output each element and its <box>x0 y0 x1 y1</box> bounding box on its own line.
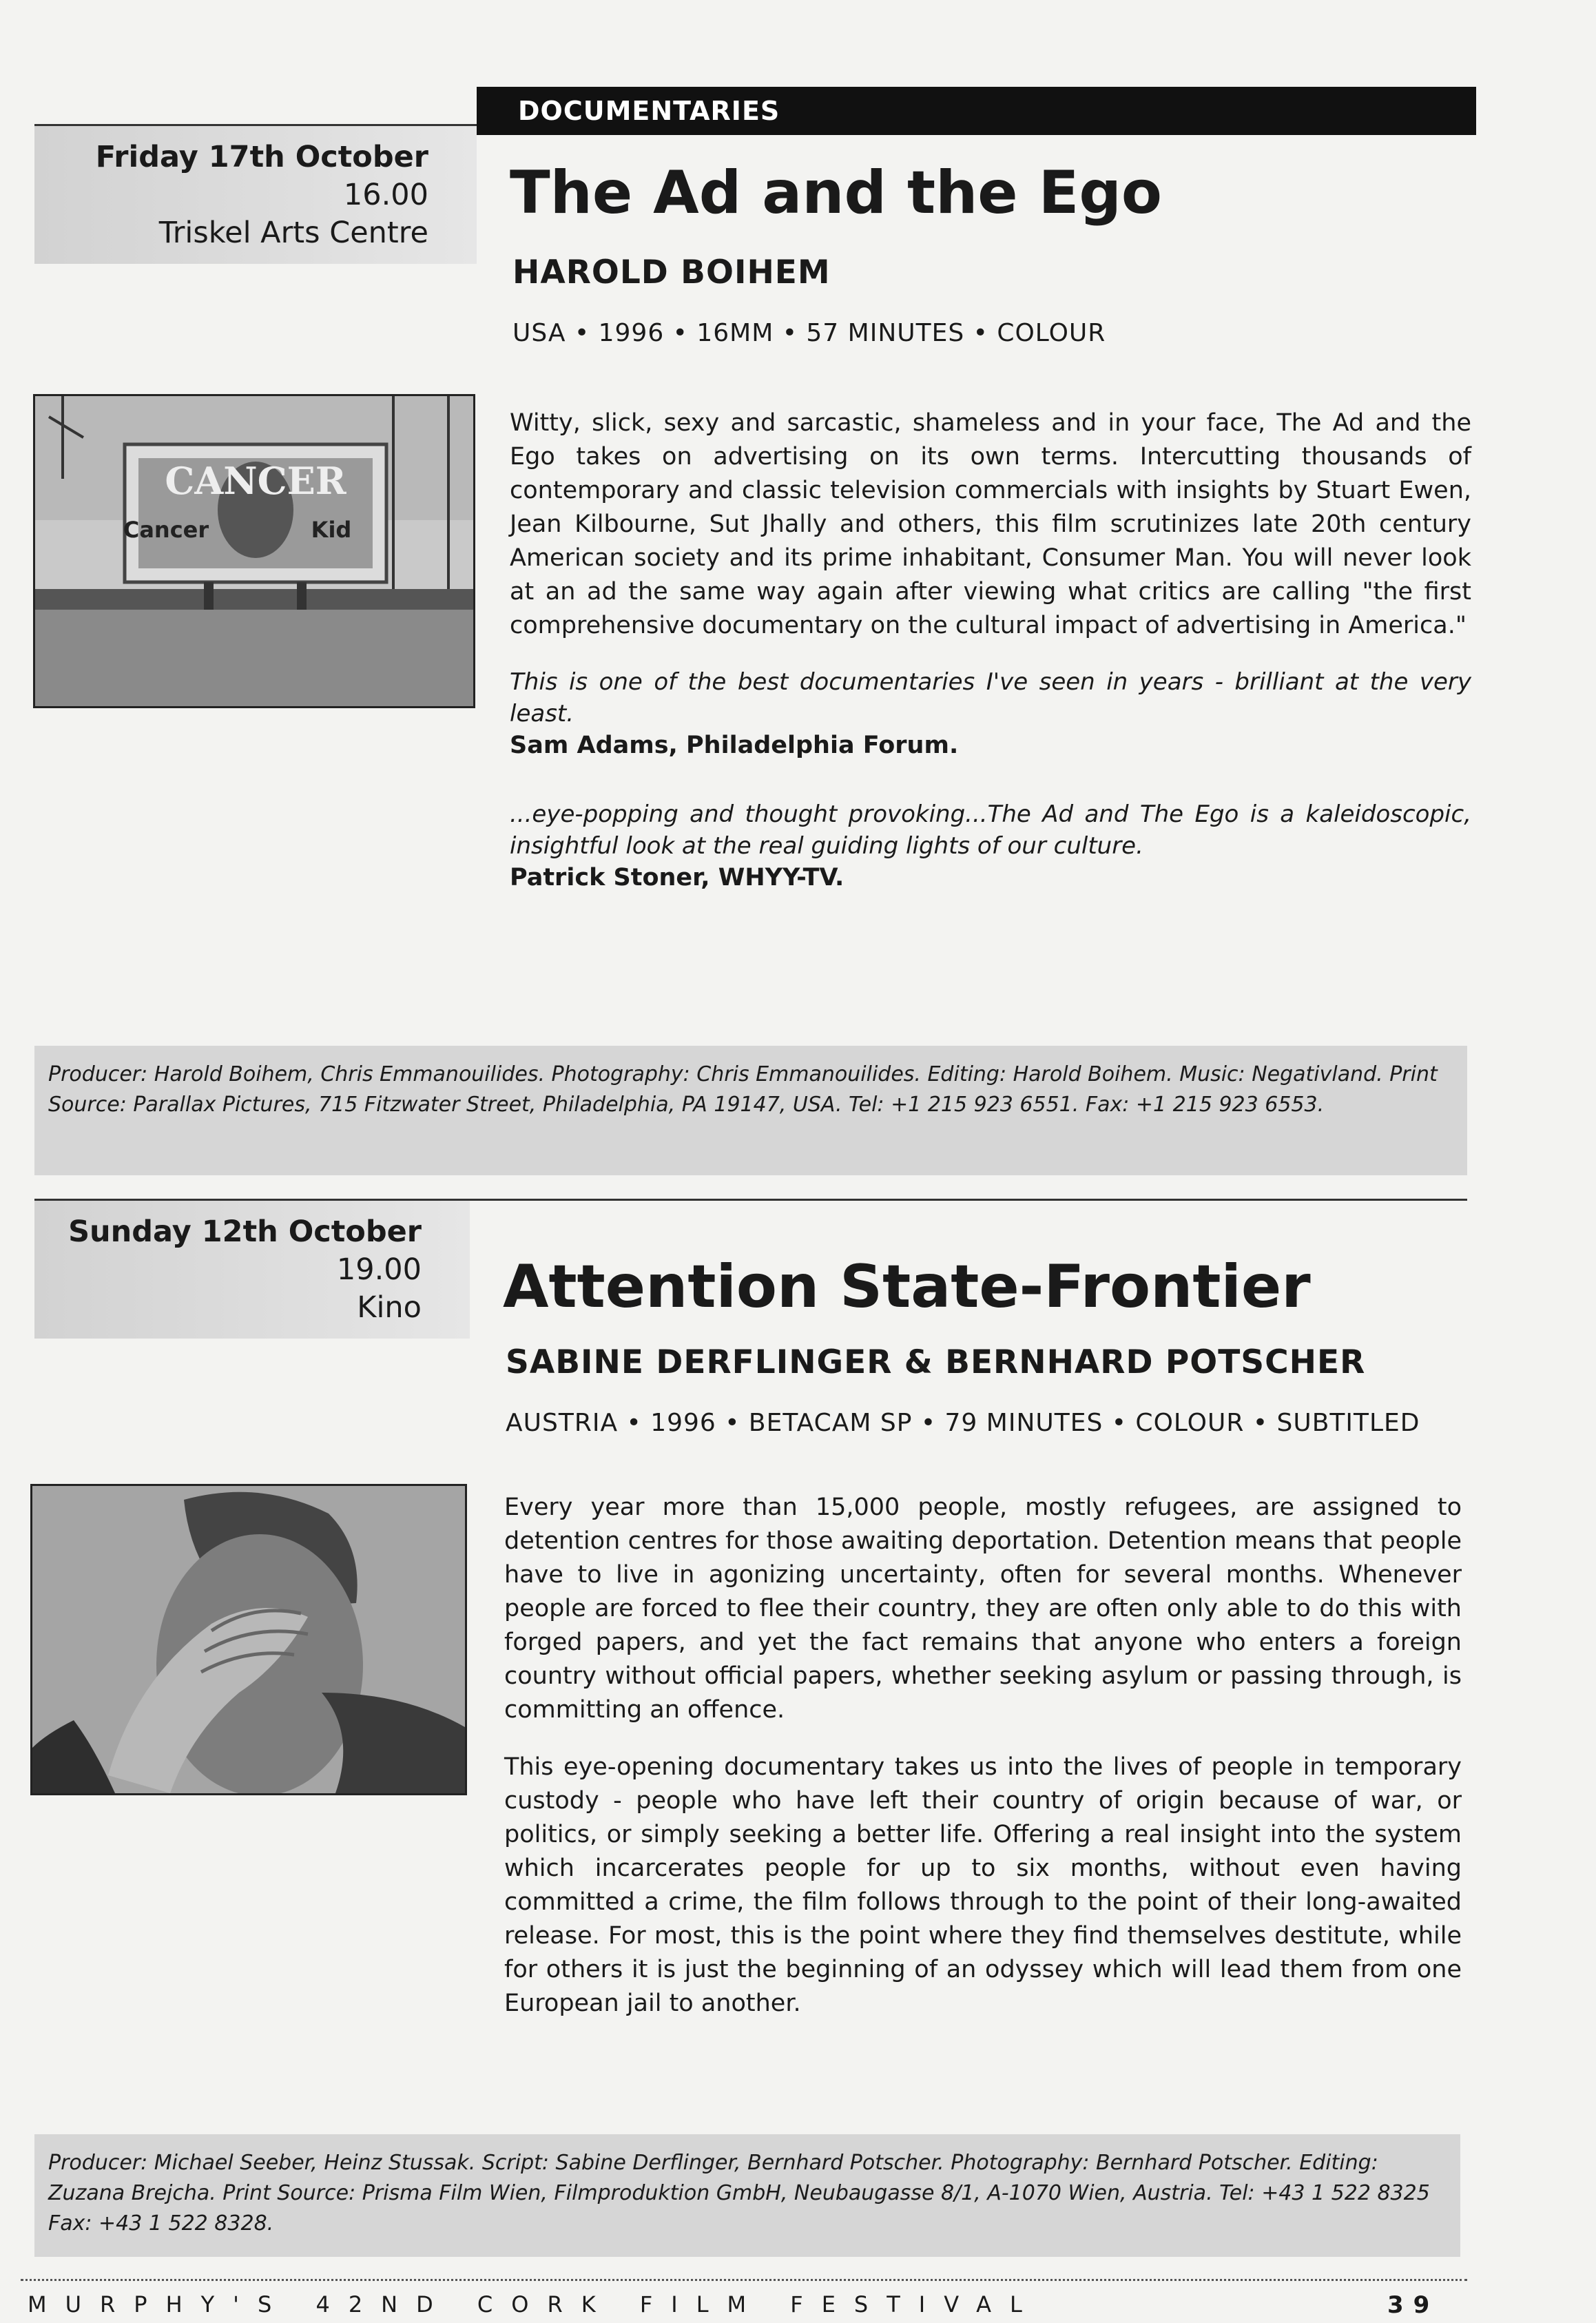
screening-venue: Triskel Arts Centre <box>158 216 428 250</box>
film-credits: Producer: Michael Seeber, Heinz Stussak. Script: Sabine Derflinger, Bernhard Potscher. Photography: Bernhard Potscher. Editing: Zuzana Brejcha. Print Source: Prisma Film Wien, Filmproduktion GmbH, Neubaugasse 8/1, A-1070 Wien, Austria. Tel: +43 1 522 8325 Fax: +43 1 522 8328. <box>34 2134 1460 2257</box>
film-description <box>504 1491 1462 2044</box>
screening-day: Sunday 12th October <box>68 1215 422 1249</box>
description-paragraph: This eye-opening documentary takes us into the lives of people in temporary custody - people who have left their country of origin because of war, or politics, or simply seeking a better life. Offering a real insight into the system which incarcerates people for up to six months, without even having committed a crime, the film follows through to the point of their long-awaited release. For most, this is the point where they find themselves destitute, while for others it is just the beginning of an odyssey which will lead them from one European jail to another. <box>504 1753 1462 2017</box>
film-title: The Ad and the Ego <box>510 158 1162 227</box>
film-director: HAROLD BOIHEM <box>512 254 831 291</box>
film-specs: AUSTRIA • 1996 • BETACAM SP • 79 MINUTES • COLOUR • SUBTITLED <box>506 1409 1420 1437</box>
film-title: Attention State-Frontier <box>503 1252 1311 1321</box>
review-quote: This is one of the best documentaries I've seen in years - brilliant at the very least. <box>510 668 1471 727</box>
film-description <box>510 406 1471 931</box>
screening-time: 16.00 <box>343 178 428 212</box>
screening-info <box>34 1201 470 1339</box>
screening-day: Friday 17th October <box>95 140 428 174</box>
film-specs: USA • 1996 • 16MM • 57 MINUTES • COLOUR <box>512 319 1106 347</box>
review-quote: ...eye-popping and thought provoking...The Ad and The Ego is a kaleidoscopic, insightful look at the real guiding lights of our culture. <box>510 801 1471 860</box>
description-paragraph: Every year more than 15,000 people, mostly refugees, are assigned to detention centres for those awaiting deportation. Detention means that people have to live in agonizing uncertainty, often for several months. Whenever people are forced to flee their country, they are often only able to do this with forged papers, and yet the fact remains that anyone who enters a foreign country without official papers, whether seeking asylum or passing through, is committing an offence. <box>504 1494 1462 1724</box>
billboard-illustration <box>35 396 473 706</box>
film-still-billboard <box>33 394 475 708</box>
description-paragraph: Witty, slick, sexy and sarcastic, shameless and in your face, The Ad and the Ego takes on advertising on its own terms. Intercutting thousands of contemporary and classic television commercials with insights by Stuart Ewen, Jean Kilbourne, Sut Jhally and others, this film scrutinizes late 20th century American society and its prime inhabitant, Consumer Man. You will never look at an ad the same way again after viewing what critics are calling "the first comprehensive documentary on the cultural impact of advertising in America." <box>510 409 1471 639</box>
screening-venue: Kino <box>357 1290 422 1325</box>
page-number: 39 <box>1387 2291 1440 2319</box>
review-source: Sam Adams, Philadelphia Forum. <box>510 732 959 759</box>
review-source: Patrick Stoner, WHYY-TV. <box>510 864 844 891</box>
screening-time: 19.00 <box>336 1252 422 1287</box>
section-header: DOCUMENTARIES <box>477 87 1476 135</box>
festival-name: MURPHY'S 42ND CORK FILM FESTIVAL <box>28 2291 1041 2317</box>
screening-info <box>34 126 477 264</box>
film-director: SABINE DERFLINGER & BERNHARD POTSCHER <box>506 1343 1366 1381</box>
footer-divider <box>21 2279 1467 2281</box>
billboard-word: Cancer <box>123 517 209 543</box>
billboard-word: Kid <box>311 517 352 543</box>
portrait-illustration <box>32 1486 465 1793</box>
film-still-portrait <box>30 1484 467 1795</box>
billboard-headline: CANCER <box>165 459 346 503</box>
film-credits: Producer: Harold Boihem, Chris Emmanouilides. Photography: Chris Emmanouilides. Editing: Harold Boihem. Music: Negativland. Print Source: Parallax Pictures, 715 Fitzwater Street, Philadelphia, PA 19147, USA. Tel: +1 215 923 6551. Fax: +1 215 923 6553. <box>34 1046 1467 1175</box>
